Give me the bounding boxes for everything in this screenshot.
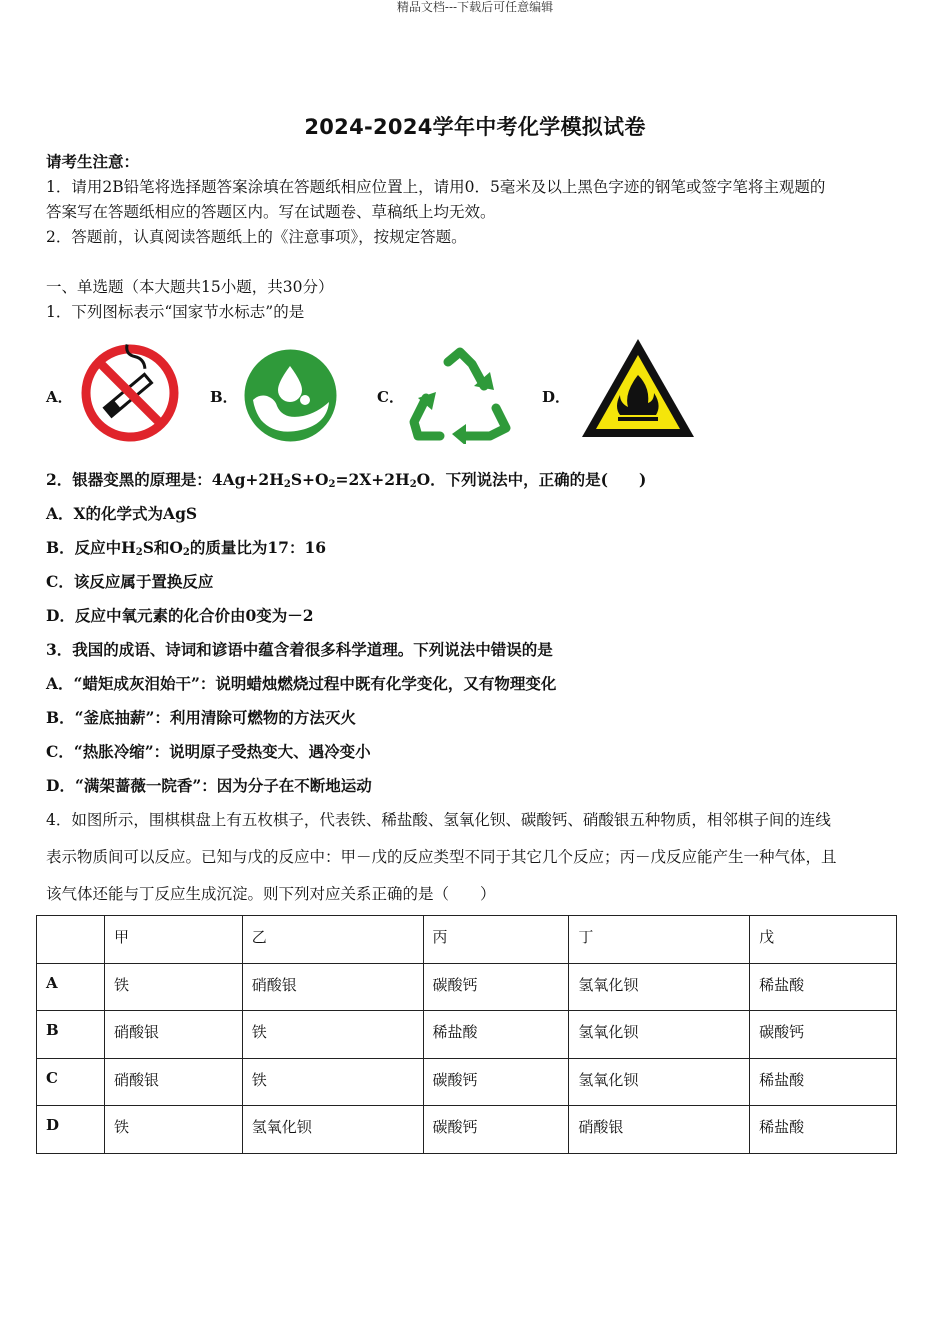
recycle-icon <box>408 346 514 444</box>
table-cell: 稀盐酸 <box>750 1058 897 1106</box>
table-row-label: A <box>37 963 105 1011</box>
notice-line-2: 答案写在答题纸相应的答题区内。写在试题卷、草稿纸上均无效。 <box>46 203 496 221</box>
table-header-cell <box>37 916 105 964</box>
table-cell: 氢氧化钡 <box>569 1058 750 1106</box>
table-cell: 硝酸银 <box>569 1106 750 1154</box>
q1-stem: 1．下列图标表示“国家节水标志”的是 <box>46 303 305 321</box>
table-header-cell: 丙 <box>423 916 569 964</box>
q3-option-a: A．“蜡矩成灰泪始干”：说明蜡烛燃烧过程中既有化学变化，又有物理变化 <box>46 674 557 693</box>
table-cell: 碳酸钙 <box>423 963 569 1011</box>
q2-option-a: A．X的化学式为AgS <box>46 504 198 523</box>
table-cell: 碳酸钙 <box>750 1011 897 1059</box>
q3-stem: 3．我国的成语、诗词和谚语中蕴含着很多科学道理。下列说法中错误的是 <box>46 640 553 659</box>
q1-option-d-label: D． <box>542 388 571 406</box>
q1-option-b-label: B． <box>210 388 238 406</box>
notice-heading: 请考生注意： <box>46 152 140 171</box>
table-header-cell: 戊 <box>750 916 897 964</box>
flammable-warning-icon <box>578 335 698 442</box>
table-header-cell: 丁 <box>569 916 750 964</box>
table-cell: 硝酸银 <box>104 1011 242 1059</box>
table-row <box>37 1106 897 1154</box>
q2-option-c: C．该反应属于置换反应 <box>46 572 214 591</box>
table-row <box>37 1011 897 1059</box>
table-cell: 铁 <box>242 1058 423 1106</box>
table-cell: 碳酸钙 <box>423 1058 569 1106</box>
q4-stem-line-3: 该气体还能与丁反应生成沉淀。则下列对应关系正确的是（ ） <box>46 885 496 903</box>
table-cell: 氢氧化钡 <box>569 1011 750 1059</box>
table-header-row <box>37 916 897 964</box>
q2-stem: 2．银器变黑的原理是：$4Ag+2H_2S+O_2=2X+2H_2O$．下列说法中，正确的是( ) <box>46 470 647 490</box>
no-smoking-icon <box>77 340 183 446</box>
water-saving-icon <box>243 348 338 443</box>
q3-option-c: C．“热胀冷缩”：说明原子受热变大、遇冷变小 <box>46 742 371 761</box>
page-title: 2024-2024学年中考化学模拟试卷 <box>304 115 646 139</box>
table-cell: 铁 <box>104 963 242 1011</box>
q1-option-c-label: C． <box>377 388 404 406</box>
notice-line-3: 2．答题前，认真阅读答题纸上的《注意事项》，按规定答题。 <box>46 228 467 246</box>
table-cell: 硝酸银 <box>242 963 423 1011</box>
notice-line-1: 1．请用2B铅笔将选择题答案涂填在答题纸相应位置上，请用0．5毫米及以上黑色字迹的钢笔或签字笔将主观题的 <box>46 178 826 196</box>
q3-option-b: B．“釜底抽薪”：利用清除可燃物的方法灭火 <box>46 708 356 727</box>
q1-option-a-label: A． <box>46 388 73 406</box>
table-cell: 稀盐酸 <box>750 1106 897 1154</box>
q2-option-b: B．反应中$H_2S$和$O_2$的质量比为17：16 <box>46 538 327 558</box>
table-cell: 氢氧化钡 <box>569 963 750 1011</box>
table-cell: 氢氧化钡 <box>242 1106 423 1154</box>
table-cell: 硝酸银 <box>104 1058 242 1106</box>
q3-option-d: D．“满架蔷薇一院香”：因为分子在不断地运动 <box>46 776 372 795</box>
q4-answer-table <box>36 915 897 1154</box>
section-heading: 一、单选题（本大题共15小题，共30分） <box>46 278 334 296</box>
table-row <box>37 963 897 1011</box>
table-cell: 铁 <box>242 1011 423 1059</box>
table-cell: 铁 <box>104 1106 242 1154</box>
q4-stem-line-1: 4．如图所示，围棋棋盘上有五枚棋子，代表铁、稀盐酸、氢氧化钡、碳酸钙、硝酸银五种物质，相邻棋子间的连线 <box>46 811 831 829</box>
q4-stem-line-2: 表示物质间可以反应。已知与戊的反应中：甲－戊的反应类型不同于其它几个反应；丙－戊反应能产生一种气体，且 <box>46 848 837 866</box>
q2-option-d: D．反应中氧元素的化合价由0变为－2 <box>46 606 314 625</box>
table-header-cell: 乙 <box>242 916 423 964</box>
table-cell: 碳酸钙 <box>423 1106 569 1154</box>
table-row-label: C <box>37 1058 105 1106</box>
table-row-label: D <box>37 1106 105 1154</box>
table-header-cell: 甲 <box>104 916 242 964</box>
table-cell: 稀盐酸 <box>423 1011 569 1059</box>
header-note: 精品文档---下载后可任意编辑 <box>396 0 554 14</box>
table-cell: 稀盐酸 <box>750 963 897 1011</box>
table-row-label: B <box>37 1011 105 1059</box>
table-row <box>37 1058 897 1106</box>
